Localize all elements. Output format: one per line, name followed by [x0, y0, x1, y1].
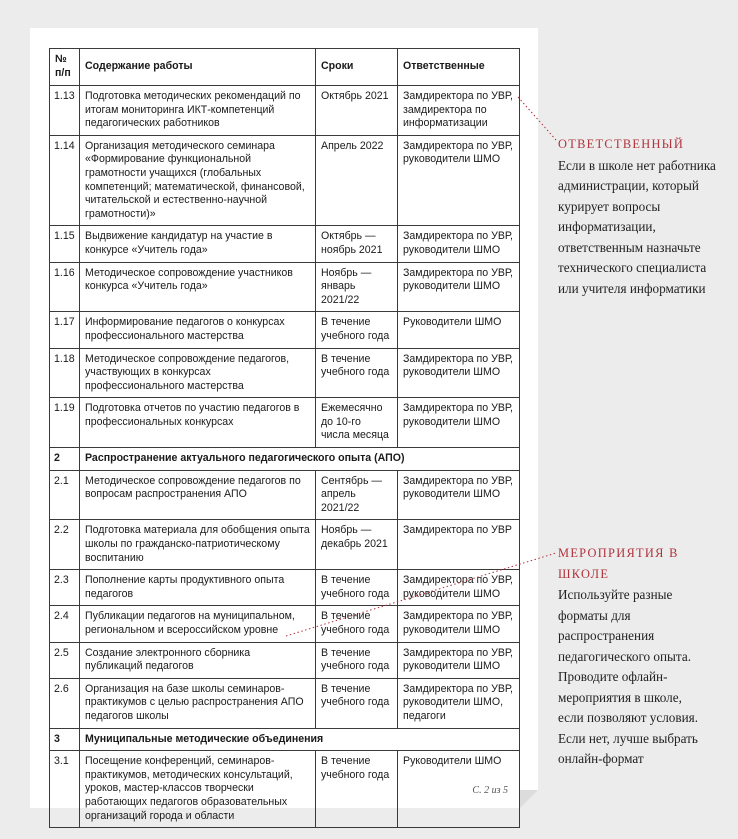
cell-number: 2.2 — [50, 520, 80, 570]
cell-responsible: Замдиректора по УВР, руководители ШМО — [398, 642, 520, 678]
cell-term: В течение учебного года — [316, 642, 398, 678]
cell-number: 2.4 — [50, 606, 80, 642]
cell-content: Создание электронного сборника публикаций педагогов — [80, 642, 316, 678]
cell-number: 1.19 — [50, 398, 80, 448]
cell-term: Сентябрь — апрель 2021/22 — [316, 470, 398, 520]
header-responsible: Ответственные — [398, 49, 520, 86]
cell-term: Ноябрь — январь 2021/22 — [316, 262, 398, 312]
cell-content: Посещение конференций, семинаров-практикумов, методических консультаций, уроков, мастер-классов творчески работающих педагогов образовательных организаций города и области — [80, 751, 316, 828]
cell-term: Октябрь — ноябрь 2021 — [316, 226, 398, 262]
cell-term: В течение учебного года — [316, 751, 398, 828]
cell-number: 2.6 — [50, 678, 80, 728]
cell-term: Октябрь 2021 — [316, 86, 398, 136]
cell-content: Методическое сопровождение участников конкурса «Учитель года» — [80, 262, 316, 312]
cell-content: Организация методического семинара «Формирование функциональной грамотности учащихся (глобальных компетенций; математической, финансовой, читательской и естественно-научной грамотности)» — [80, 135, 316, 226]
page-number: С. 2 из 5 — [472, 785, 508, 796]
cell-number: 3.1 — [50, 751, 80, 828]
cell-responsible: Замдиректора по УВР, замдиректора по информатизации — [398, 86, 520, 136]
cell-responsible: Руководители ШМО — [398, 751, 520, 828]
sidebar-note-responsible — [558, 134, 718, 299]
cell-content: Выдвижение кандидатур на участие в конкурсе «Учитель года» — [80, 226, 316, 262]
cell-content: Информирование педагогов о конкурсах профессионального мастерства — [80, 312, 316, 348]
cell-number: 1.14 — [50, 135, 80, 226]
cell-term: В течение учебного года — [316, 606, 398, 642]
cell-number: 1.13 — [50, 86, 80, 136]
section-title: Муниципальные методические объединения — [80, 728, 520, 751]
cell-responsible: Замдиректора по УВР, руководители ШМО — [398, 262, 520, 312]
cell-content: Методическое сопровождение педагогов по вопросам распространения АПО — [80, 470, 316, 520]
cell-number: 2.5 — [50, 642, 80, 678]
cell-content: Пополнение карты продуктивного опыта педагогов — [80, 570, 316, 606]
cell-content: Методическое сопровождение педагогов, участвующих в конкурсах профессионального мастерства — [80, 348, 316, 398]
cell-term: В течение учебного года — [316, 570, 398, 606]
cell-number: 1.15 — [50, 226, 80, 262]
cell-responsible: Замдиректора по УВР — [398, 520, 520, 570]
cell-number: 1.17 — [50, 312, 80, 348]
sidebar-note-events — [558, 543, 708, 770]
cell-term: В течение учебного года — [316, 678, 398, 728]
header-number: № п/п — [50, 49, 80, 86]
cell-content: Организация на базе школы семинаров-практикумов с целью распространения АПО педагогов школы — [80, 678, 316, 728]
cell-term: В течение учебного года — [316, 348, 398, 398]
cell-content: Подготовка методических рекомендаций по итогам мониторинга ИКТ-компетенций педагогических работников — [80, 86, 316, 136]
note-title: ОТВЕТСТВЕННЫЙ — [558, 137, 685, 151]
leader-line-responsible — [518, 97, 556, 140]
header-content: Содержание работы — [80, 49, 316, 86]
cell-term: Ежемесячно до 10-го числа месяца — [316, 398, 398, 448]
cell-responsible: Замдиректора по УВР, руководители ШМО — [398, 135, 520, 226]
cell-responsible: Замдиректора по УВР, руководители ШМО — [398, 570, 520, 606]
cell-responsible: Замдиректора по УВР, руководители ШМО — [398, 470, 520, 520]
cell-content: Подготовка отчетов по участию педагогов в профессиональных конкурсах — [80, 398, 316, 448]
cell-responsible: Замдиректора по УВР, руководители ШМО — [398, 398, 520, 448]
cell-term: Ноябрь — декабрь 2021 — [316, 520, 398, 570]
leader-line-events — [286, 553, 556, 636]
cell-number: 2.1 — [50, 470, 80, 520]
cell-term: В течение учебного года — [316, 312, 398, 348]
cell-content: Подготовка материала для обобщения опыта школы по гражданско-патриотическому воспитанию — [80, 520, 316, 570]
cell-responsible: Замдиректора по УВР, руководители ШМО — [398, 226, 520, 262]
cell-responsible: Замдиректора по УВР, руководители ШМО, педагоги — [398, 678, 520, 728]
cell-responsible: Руководители ШМО — [398, 312, 520, 348]
cell-content: Публикации педагогов на муниципальном, региональном и всероссийском уровне — [80, 606, 316, 642]
cell-term: Апрель 2022 — [316, 135, 398, 226]
note-text: Если в школе нет работника администрации, который курирует вопросы информатизации, ответственным назначьте технического специалиста или учителя информатики — [558, 157, 716, 296]
header-term: Сроки — [316, 49, 398, 86]
note-title: МЕРОПРИЯТИЯ В ШКОЛЕ — [558, 546, 679, 581]
cell-responsible: Замдиректора по УВР, руководители ШМО — [398, 348, 520, 398]
section-title: Распространение актуального педагогического опыта (АПО) — [80, 448, 520, 471]
cell-number: 1.18 — [50, 348, 80, 398]
cell-number: 2 — [50, 448, 80, 471]
cell-number: 2.3 — [50, 570, 80, 606]
cell-number: 3 — [50, 728, 80, 751]
note-text: Используйте разные форматы для распространения педагогического опыта. Проводите офлайн-мероприятия в школе, если позволяют условия. Если нет, лучше выбрать онлайн-формат — [558, 587, 699, 766]
cell-responsible: Замдиректора по УВР, руководители ШМО — [398, 606, 520, 642]
cell-number: 1.16 — [50, 262, 80, 312]
